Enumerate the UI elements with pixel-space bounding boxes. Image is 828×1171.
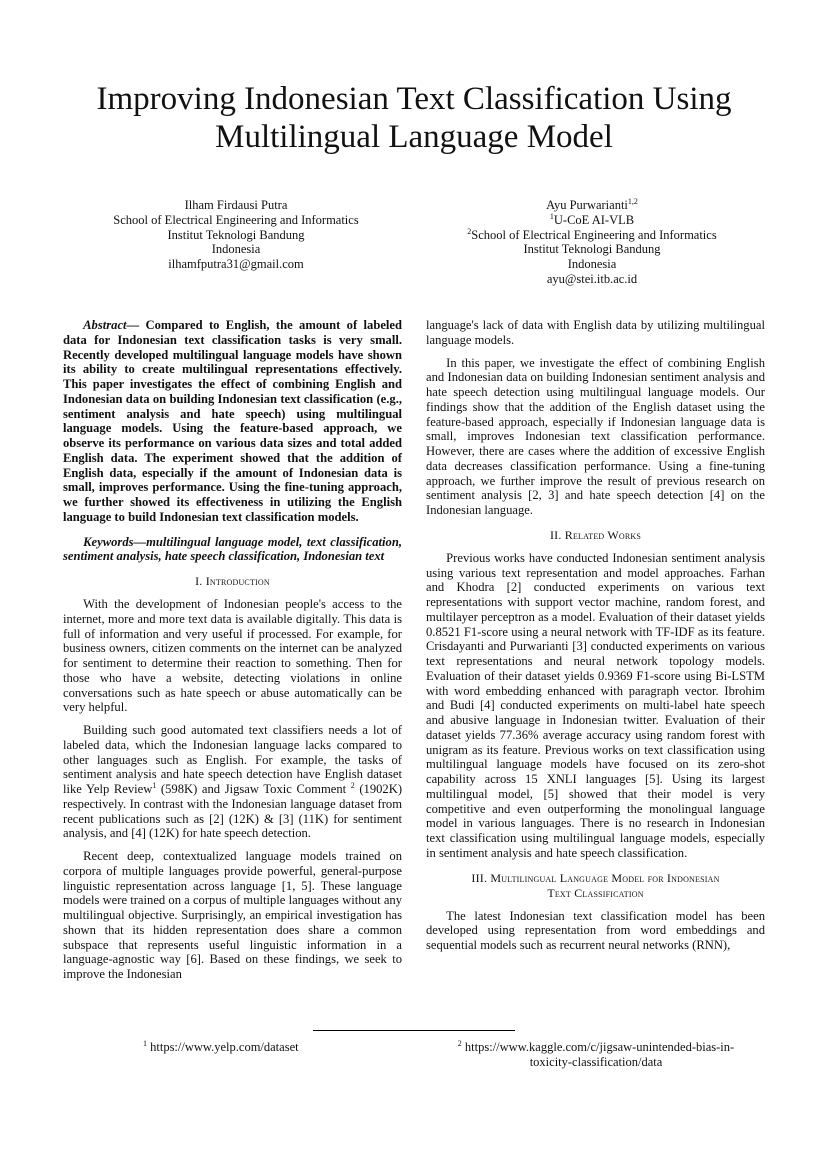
multilingual-paragraph-1: The latest Indonesian text classification model has been developed using representation from word embeddings and sequential models such as recurrent neural networks (RNN), bbox=[426, 908, 765, 952]
intro-p2-part-c: (1902K) respectively. In contrast with the Indonesian language dataset from recent publications such as [2] (12K) & [3] (11K) for sentiment analysis, and [4] (12K) for hate speech detection. bbox=[63, 782, 403, 841]
author-affiliation-1 bbox=[420, 213, 764, 228]
footnote-2-number: 2 bbox=[457, 1038, 462, 1048]
author-name-text: Ayu Purwarianti bbox=[546, 198, 628, 212]
affiliation-2-sup: 2 bbox=[467, 226, 472, 236]
author-name: Ilham Firdausi Putra bbox=[184, 198, 288, 212]
abstract-label: Abstract bbox=[83, 318, 127, 332]
author-institution: Institut Teknologi Bandung bbox=[167, 227, 305, 242]
author-affiliation: School of Electrical Engineering and Informatics bbox=[113, 212, 359, 227]
title-line-2: Multilingual Language Model bbox=[215, 119, 613, 155]
intro-paragraph-3: Recent deep, contextualized language models trained on corpora of multiple languages provide powerful, general-purpose linguistic representation across language [1, 5]. These language models were trained on a corpus of multiple languages without any multilingual objective. Surprisingly, an empirical investigation has shown that its hidden representation does share a common subspace that represents useful linguistic information in a language-agnostic way [6]. Based on these findings, we seek to improve the Indonesian bbox=[63, 849, 402, 981]
abstract-text: — Compared to English, the amount of labeled data for Indonesian text classification tasks is very small. Recently developed multilingual language models have shown its ability to create multilingual representations effectively. This paper investigates the effect of combining English and Indonesian data on building Indonesian text classification (e.g., sentiment analysis and hate speech) using multilingual language models. Using the feature-based approach, we observe its performance on various data sizes and total added English data. The experiment showed that the addition of English data, especially if the amount of Indonesian data is small, improves performance. Using the fine-tuning approach, we further showed its effectiveness in utilizing the English language to build Indonesian text classification models. bbox=[63, 318, 402, 524]
author-institution: Institut Teknologi Bandung bbox=[523, 242, 661, 257]
intro-paragraph-4: In this paper, we investigate the effect of combining English and Indonesian data on building Indonesian sentiment analysis and hate speech detection using multilingual language models. Our findings show that the addition of the English dataset using the feature-based approach, especially if Indonesian language data is small, improves Indonesian text classification performance. However, there are cases where the addition of excessive English data decreases classification performance. Using a fine-tuning approach, we further improve the result of previous research on sentiment analysis [2, 3] and hate speech detection [4] on the Indonesian language. bbox=[426, 355, 765, 517]
left-column bbox=[63, 318, 402, 990]
keywords-label: Keywords bbox=[83, 534, 134, 549]
footnote-1-number: 1 bbox=[143, 1038, 147, 1048]
abstract bbox=[63, 318, 402, 525]
section-heading-introduction: I. Introduction bbox=[195, 574, 270, 588]
author-country: Indonesia bbox=[567, 257, 617, 272]
author-name bbox=[420, 198, 764, 213]
author-name-sup: 1,2 bbox=[627, 196, 638, 206]
affiliation-1-text: U-CoE AI-VLB bbox=[553, 212, 635, 227]
right-column bbox=[426, 318, 765, 961]
section-heading-related-works: II. Related Works bbox=[549, 527, 642, 542]
intro-paragraph-1: With the development of Indonesian people's access to the internet, more and more text data is available digitally. This data is full of information and very useful if processed. For example, for business owners, citizen comments on the internet can be analyzed for sentiment to determine their reaction to something. Then for those who have a website, detecting violations in online conversations such as hate speech or abuse automatically can be very helpful. bbox=[63, 597, 402, 715]
keywords bbox=[63, 535, 402, 565]
author-affiliation-2 bbox=[420, 228, 764, 243]
intro-p2-part-b: (598K) and Jigsaw Toxic Comment bbox=[156, 782, 351, 796]
footnote-2-link-line-1[interactable]: https://www.kaggle.com/c/jigsaw-unintended-bias-in- bbox=[461, 1040, 735, 1054]
author-email: ilhamfputra31@gmail.com bbox=[168, 257, 304, 272]
footnote-1-link[interactable]: https://www.yelp.com/dataset bbox=[147, 1040, 299, 1054]
keywords-text: —multilingual language model, text classification, sentiment analysis, hate speech classification, Indonesian text bbox=[63, 534, 402, 564]
title-line-1: Improving Indonesian Text Classification Using bbox=[96, 81, 732, 117]
author-email: ayu@stei.itb.ac.id bbox=[546, 271, 638, 286]
section-heading-multilingual bbox=[426, 871, 765, 901]
footnote-ref-1: 1 bbox=[152, 780, 157, 790]
author-country: Indonesia bbox=[211, 242, 261, 257]
section-heading-line-1: III. Multilingual Language Model for Indonesian bbox=[471, 870, 720, 885]
intro-paragraph-3-continued: language's lack of data with English data by utilizing multilingual language models. bbox=[426, 318, 765, 347]
footnote-ref-2: 2 bbox=[350, 780, 355, 790]
paper-title bbox=[40, 80, 788, 156]
related-paragraph-1: Previous works have conducted Indonesian sentiment analysis using various text representation and model approaches. Farhan and Khodra [2] conducted experiments on various text representations with support vector machine, random forest, and multilayer perceptron as a model. Evaluation of their dataset yields 0.8521 F1-score using a neural network with TF-IDF as its feature. Crisdayanti and Purwarianti [3] conducted experiments on various text representations and neural network topology models. Evaluation of their dataset yields 0.9369 F1-score using Bi-LSTM with word embedding enhanced with paragraph vector. Ibrohim and Budi [4] conducted experiments on multi-label hate speech and abusive language in Indonesian twitter. Evaluation of their dataset yields 77.36% average accuracy using random forest with unigram as its feature. Previous works on text classification using multilingual language models have focused on its zero-shot capability across 15 XNLI languages [5]. Using its largest multilingual model, [5] showed that their model is very competitive and even outperforming the monolingual language model in various languages. There is no research in Indonesian text classification using multilingual language models, especially in sentiment analysis and hate speech classification. bbox=[426, 550, 765, 860]
footnote-2 bbox=[426, 1040, 766, 1070]
intro-paragraph-2 bbox=[63, 723, 402, 841]
affiliation-2-text: School of Electrical Engineering and Informatics bbox=[471, 227, 717, 242]
footnote-2-link-line-2[interactable]: toxicity-classification/data bbox=[529, 1055, 663, 1069]
author-block-right bbox=[420, 198, 764, 287]
affiliation-1-sup: 1 bbox=[549, 211, 554, 221]
intro-p2-part-a: Building such good automated text classifiers needs a lot of labeled data, which the Indonesian language lacks compared to other languages such as English. For example, the tasks of sentiment analysis and hate speech detection have English dataset like Yelp Review bbox=[63, 723, 402, 796]
author-block-left bbox=[64, 198, 408, 272]
section-heading-line-2: Text Classification bbox=[547, 885, 644, 900]
footnote-divider bbox=[313, 1030, 515, 1031]
footnote-1 bbox=[143, 1040, 403, 1055]
